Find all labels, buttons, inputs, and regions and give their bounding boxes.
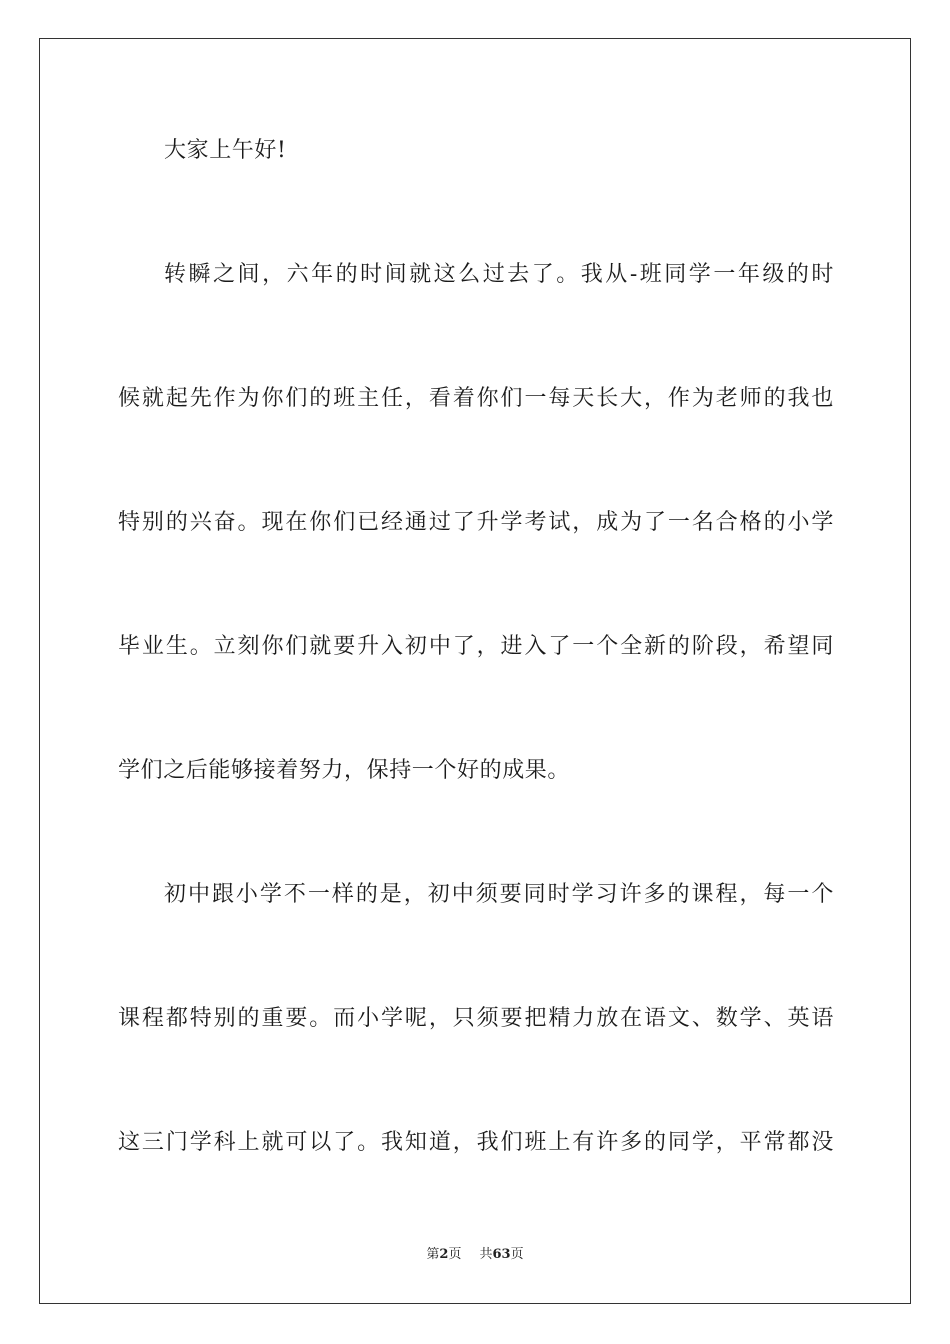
page-border: [39, 38, 911, 1304]
paragraph-1-line-5: 学们之后能够接着努力，保持一个好的成果。: [118, 758, 571, 783]
total-page-count: 63: [492, 1247, 511, 1262]
paragraph-2-line-3: 这三门学科上就可以了。我知道，我们班上有许多的同学，平常都没: [118, 1130, 834, 1155]
page-suffix: 页: [448, 1247, 462, 1262]
current-page-number: 2: [439, 1247, 449, 1262]
total-suffix: 页: [510, 1247, 524, 1262]
page-footer: [0, 1247, 950, 1263]
paragraph-1-line-1: 转瞬之间，六年的时间就这么过去了。我从-班同学一年级的时: [164, 262, 834, 287]
paragraph-2-line-2: 课程都特别的重要。而小学呢，只须要把精力放在语文、数学、英语: [118, 1006, 834, 1031]
paragraph-1-line-3: 特别的兴奋。现在你们已经通过了升学考试，成为了一名合格的小学: [118, 510, 834, 535]
page-prefix: 第: [426, 1247, 440, 1262]
paragraph-1-line-2: 候就起先作为你们的班主任，看着你们一每天长大，作为老师的我也: [118, 386, 834, 411]
paragraph-1-line-4: 毕业生。立刻你们就要升入初中了，进入了一个全新的阶段，希望同: [118, 634, 834, 659]
total-prefix: 共: [479, 1247, 493, 1262]
greeting-line: 大家上午好!: [164, 138, 287, 163]
paragraph-2-line-1: 初中跟小学不一样的是，初中须要同时学习许多的课程，每一个: [164, 882, 834, 907]
